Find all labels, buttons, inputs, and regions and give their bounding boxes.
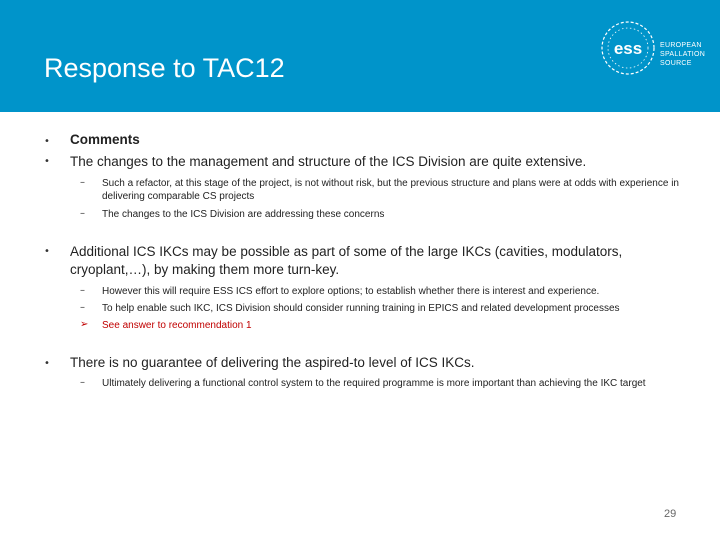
bullet-additional-ikcs: Additional ICS IKCs may be possible as part of some of the large IKCs (cavities, modulators, cryoplant,…), by making them more turn-key. (70, 244, 623, 277)
sub-bullet: Such a refactor, at this stage of the project, is not without risk, but the previous structure and plans were at odds with experience in delivering comparable CS projects (102, 178, 679, 202)
bullet-dot: • (44, 246, 50, 257)
bullet-comments: Comments (70, 132, 140, 147)
logo-line-3: SOURCE (660, 60, 692, 67)
dash-marker: – (80, 285, 85, 296)
page-number: 29 (664, 508, 677, 520)
sub-bullet: Ultimately delivering a functional control system to the required programme is more important than achieving the IKC target (102, 378, 646, 389)
dash-marker: – (80, 377, 85, 388)
arrow-marker-icon: ➢ (80, 319, 89, 330)
bullet-dot: • (44, 358, 50, 369)
sub-bullet: To help enable such IKC, ICS Division should consider running training in EPICS and related development processes (102, 303, 620, 314)
sub-bullet: The changes to the ICS Division are addressing these concerns (102, 209, 385, 220)
dash-marker: – (80, 177, 85, 188)
logo-line-1: EUROPEAN (660, 42, 702, 49)
slide-title: Response to TAC12 (44, 53, 285, 83)
bullet-dot: • (44, 136, 50, 147)
bullet-management-changes: The changes to the management and structure of the ICS Division are quite extensive. (70, 154, 587, 169)
logo-line-2: SPALLATION (660, 51, 706, 58)
sub-bullet: However this will require ESS ICS effort to explore options; to establish whether there is interest and experience. (102, 286, 600, 297)
ess-logo-mark: ess (613, 39, 643, 58)
bullet-dot: • (44, 156, 50, 167)
dash-marker: – (80, 208, 85, 219)
dash-marker: – (80, 302, 85, 313)
bullet-no-guarantee: There is no guarantee of delivering the aspired-to level of ICS IKCs. (70, 355, 475, 370)
recommendation-link[interactable]: See answer to recommendation 1 (102, 320, 252, 331)
